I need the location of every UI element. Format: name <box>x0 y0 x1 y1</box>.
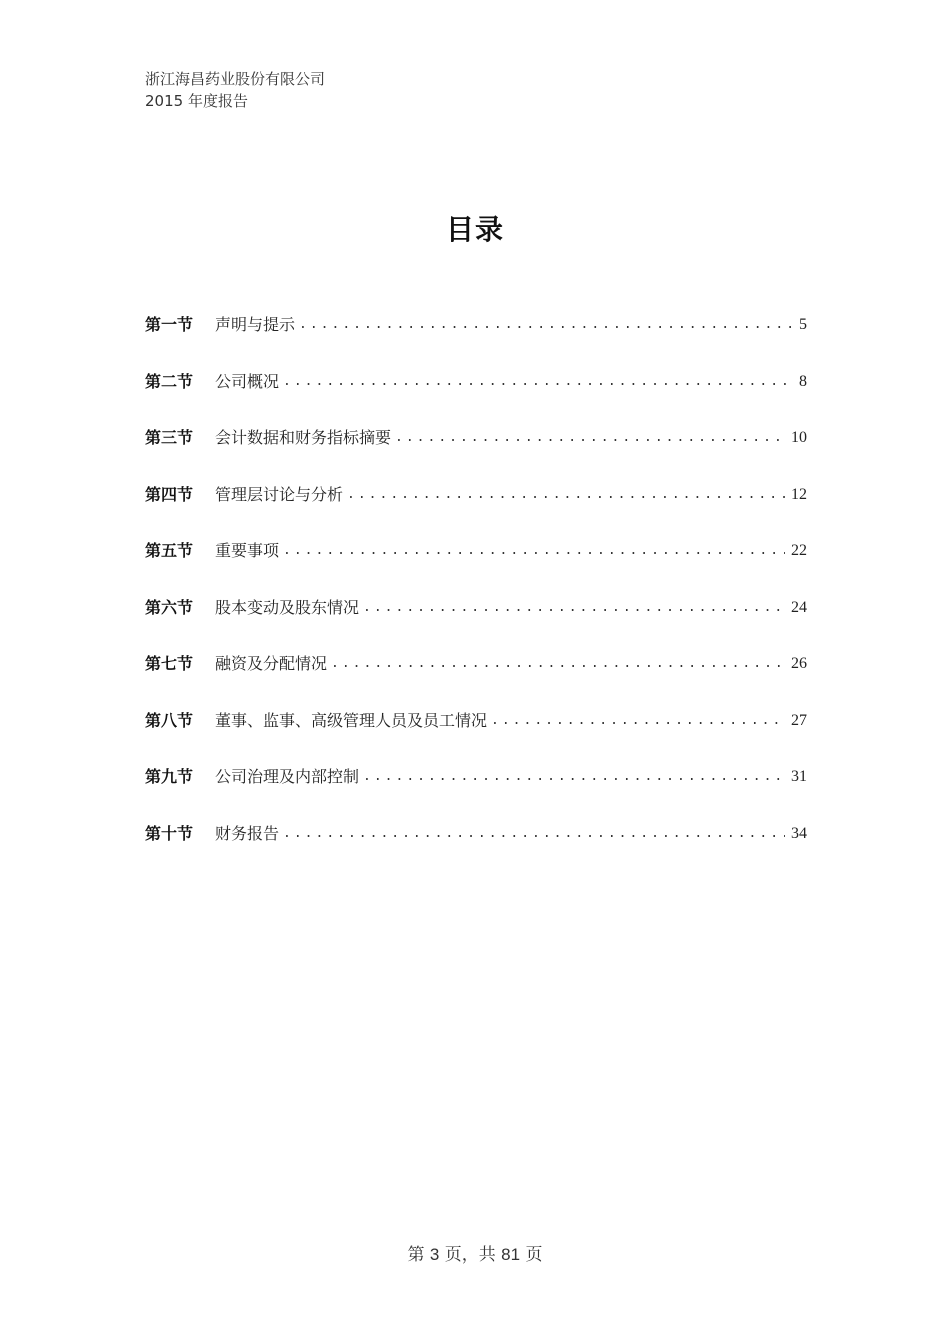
toc-leader-dots <box>347 482 785 508</box>
toc-page-number: 31 <box>791 768 807 785</box>
table-of-contents <box>145 312 807 877</box>
toc-leader-dots <box>283 369 793 395</box>
toc-section-name: 公司概况 <box>215 371 280 391</box>
toc-section-number: 第四节 <box>145 484 194 504</box>
toc-section-name: 声明与提示 <box>215 315 296 334</box>
toc-section-name: 董事、监事、高级管理人员及员工情况 <box>215 710 488 730</box>
toc-page-number: 5 <box>799 316 807 333</box>
toc-section-name: 公司治理及内部控制 <box>215 767 360 786</box>
toc-section-name: 融资及分配情况 <box>215 654 328 673</box>
toc-leader-dots <box>491 708 785 734</box>
toc-section-number: 第九节 <box>145 767 194 786</box>
toc-page-number: 10 <box>791 429 807 446</box>
toc-entry-8[interactable] <box>145 708 807 765</box>
report-name: 2015 年度报告 <box>145 92 248 110</box>
toc-leader-dots <box>283 538 785 564</box>
toc-leader-dots <box>331 651 785 677</box>
toc-leader-dots <box>363 764 785 790</box>
toc-section-number: 第七节 <box>145 654 194 673</box>
toc-entry-6[interactable] <box>145 595 807 652</box>
toc-title: 目录 <box>445 213 504 246</box>
toc-section-name: 管理层讨论与分析 <box>215 484 344 504</box>
toc-page-number: 26 <box>791 655 807 672</box>
toc-page-number: 34 <box>791 824 807 842</box>
toc-entry-4[interactable] <box>145 482 807 539</box>
toc-leader-dots <box>363 595 785 621</box>
footer-current-page: 3 <box>429 1245 440 1264</box>
toc-section-number: 第十节 <box>145 823 194 843</box>
toc-page-number: 22 <box>791 542 807 559</box>
footer-total-pages: 81 <box>501 1245 521 1264</box>
toc-section-number: 第一节 <box>145 315 194 334</box>
toc-entry-9[interactable] <box>145 764 807 821</box>
toc-entry-3[interactable] <box>145 425 807 482</box>
toc-entry-2[interactable] <box>145 369 807 426</box>
page-footer <box>0 1240 950 1265</box>
toc-page-number: 12 <box>791 485 807 503</box>
toc-section-number: 第五节 <box>145 541 194 560</box>
toc-entry-5[interactable] <box>145 538 807 595</box>
toc-entry-1[interactable] <box>145 312 807 369</box>
toc-section-name: 股本变动及股东情况 <box>215 597 360 617</box>
toc-page-number: 24 <box>791 598 807 616</box>
footer-suffix: 页 <box>520 1245 543 1265</box>
toc-leader-dots <box>299 312 793 338</box>
footer-middle: 页，共 <box>439 1245 502 1265</box>
toc-section-number: 第三节 <box>145 428 194 447</box>
toc-entry-7[interactable] <box>145 651 807 708</box>
toc-page-number: 27 <box>791 711 807 729</box>
toc-section-name: 财务报告 <box>215 823 280 843</box>
toc-leader-dots <box>395 425 785 451</box>
footer-prefix: 第 <box>407 1245 430 1265</box>
toc-leader-dots <box>283 821 785 847</box>
toc-section-name: 重要事项 <box>215 541 280 560</box>
company-name: 浙江海昌药业股份有限公司 <box>145 70 326 88</box>
toc-entry-10[interactable] <box>145 821 807 878</box>
toc-page-number: 8 <box>799 372 807 390</box>
page-header <box>145 68 325 112</box>
toc-section-number: 第二节 <box>145 371 194 391</box>
toc-section-name: 会计数据和财务指标摘要 <box>215 428 392 447</box>
toc-section-number: 第八节 <box>145 710 194 730</box>
toc-section-number: 第六节 <box>145 597 194 617</box>
